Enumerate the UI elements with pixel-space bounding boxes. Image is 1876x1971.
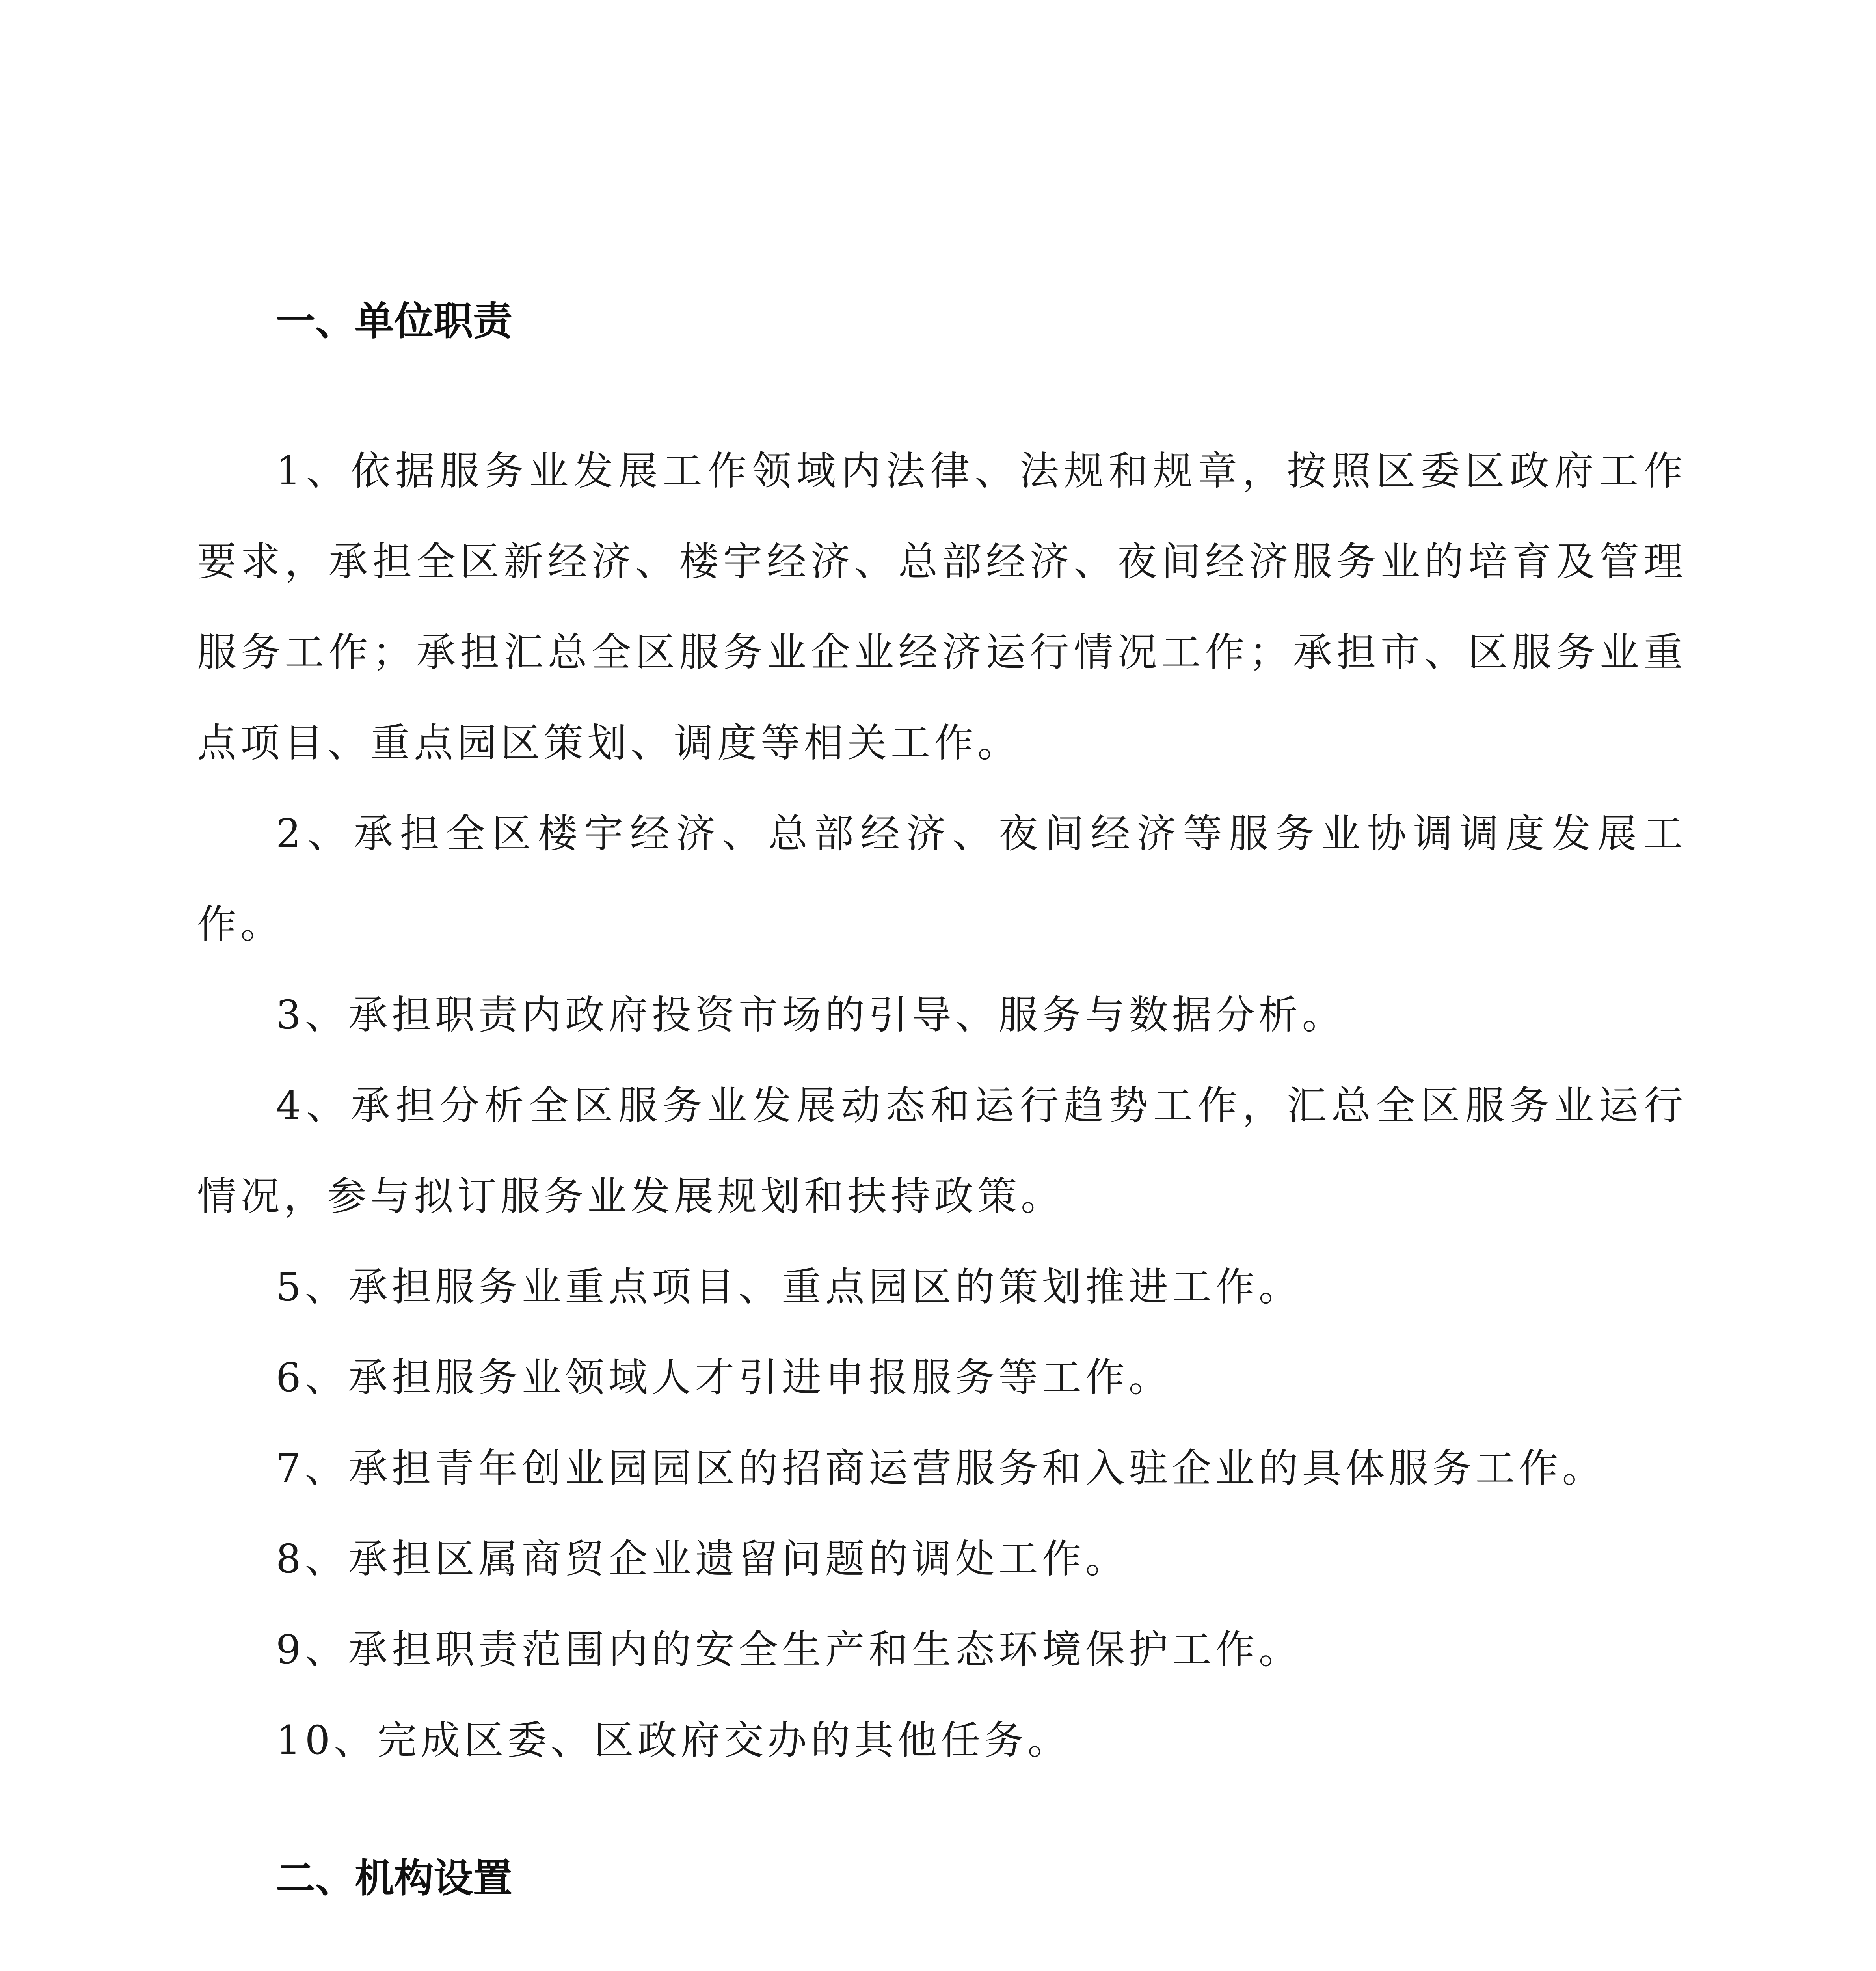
duty-item: 6、承担服务业领域人才引进申报服务等工作。 [276,1354,1172,1401]
duty-item: 10、完成区委、区政府交办的其他任务。 [276,1717,1071,1763]
duty-item: 8、承担区属商贸企业遗留问题的调处工作。 [276,1536,1129,1582]
section-title-organization: 二、机构设置 [276,1855,512,1901]
duty-item: 2、承担全区楼宇经济、总部经济、夜间经济等服务业协调调度发展工作。 [197,810,1687,947]
duty-item: 3、承担职责内政府投资市场的引导、服务与数据分析。 [276,992,1346,1038]
section-title-duties: 一、单位职责 [276,298,512,344]
duty-item: 7、承担青年创业园园区的招商运营服务和入驻企业的具体服务工作。 [276,1445,1606,1491]
duty-item: 5、承担服务业重点项目、重点园区的策划推进工作。 [276,1264,1302,1310]
duty-item: 4、承担分析全区服务业发展动态和运行趋势工作，汇总全区服务业运行情况，参与拟订服务业发展规划和扶持政策。 [197,1082,1687,1219]
duties-list [197,426,1687,1786]
duty-item: 1、依据服务业发展工作领域内法律、法规和规章，按照区委区政府工作要求，承担全区新经济、楼宇经济、总部经济、夜间经济服务业的培育及管理服务工作；承担汇总全区服务业企业经济运行情况工作；承担市、区服务业重点项目、重点园区策划、调度等相关工作。 [197,448,1687,766]
duty-item: 9、承担职责范围内的安全生产和生态环境保护工作。 [276,1626,1302,1673]
document-body [197,276,1687,1971]
